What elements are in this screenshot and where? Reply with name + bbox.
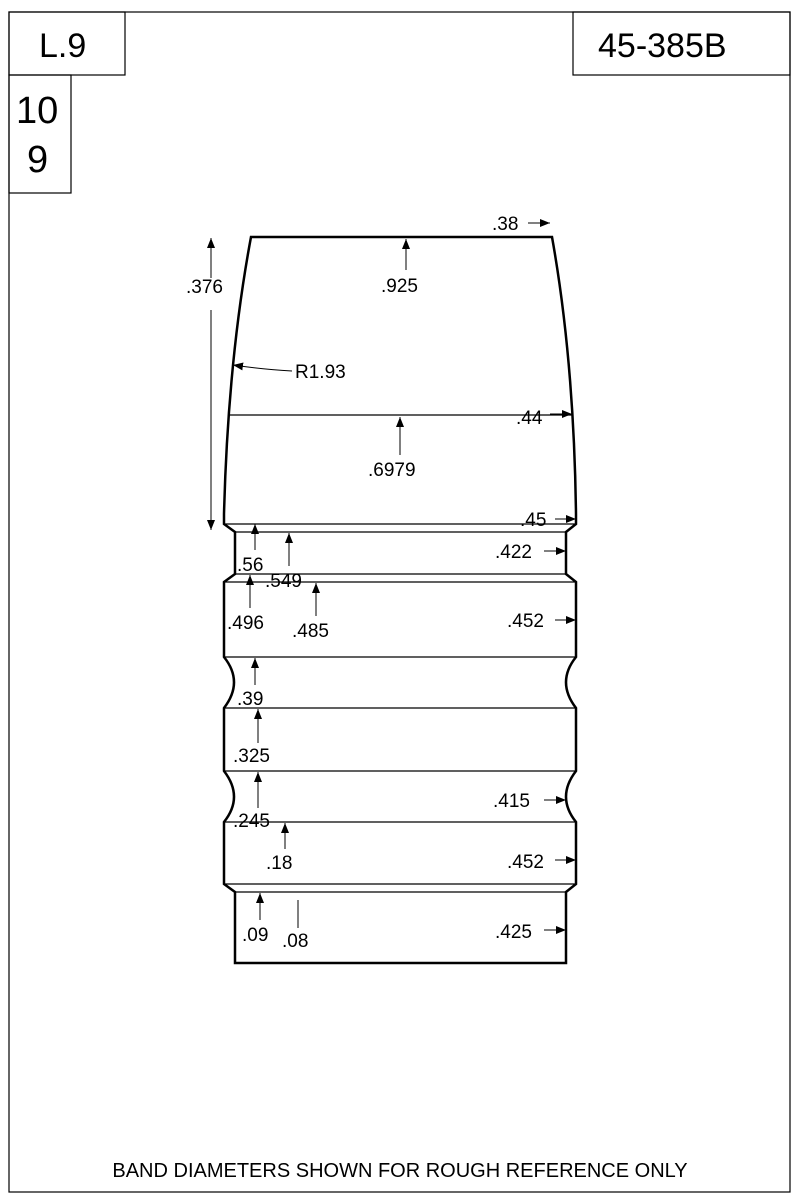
dim-label: .09: [242, 925, 269, 946]
dim-label: .18: [266, 853, 293, 874]
dim-label: .376: [186, 277, 223, 298]
dim-label: .415: [493, 791, 530, 812]
band-lines: [224, 415, 576, 892]
dim-label: .485: [292, 621, 329, 642]
dim-label: .39: [237, 689, 264, 710]
dim-label: .325: [233, 746, 270, 767]
dim-label: .56: [237, 555, 264, 576]
dim-label: .452: [507, 852, 544, 873]
dim-label: .6979: [368, 460, 416, 481]
dim-label: .45: [520, 510, 547, 531]
dim-label: .452: [507, 611, 544, 632]
dim-label: .08: [282, 931, 309, 952]
dim-label: .38: [492, 214, 519, 235]
dim-label: .422: [495, 542, 532, 563]
dim-label: .425: [495, 922, 532, 943]
outer-border: [9, 12, 790, 1192]
side-value-1: 10: [16, 90, 59, 132]
side-value-2: 9: [27, 139, 49, 181]
footer-note: BAND DIAMETERS SHOWN FOR ROUGH REFERENCE ONLY: [112, 1160, 688, 1182]
dim-label: R1.93: [295, 362, 346, 383]
part-number: 45-385B: [598, 27, 727, 65]
dim-label: .925: [381, 276, 418, 297]
dim-label: .245: [233, 811, 270, 832]
dim-label: .44: [516, 408, 543, 429]
dim-label: .549: [265, 571, 302, 592]
dim-label: .496: [227, 613, 264, 634]
mold-number: L.9: [39, 27, 87, 65]
